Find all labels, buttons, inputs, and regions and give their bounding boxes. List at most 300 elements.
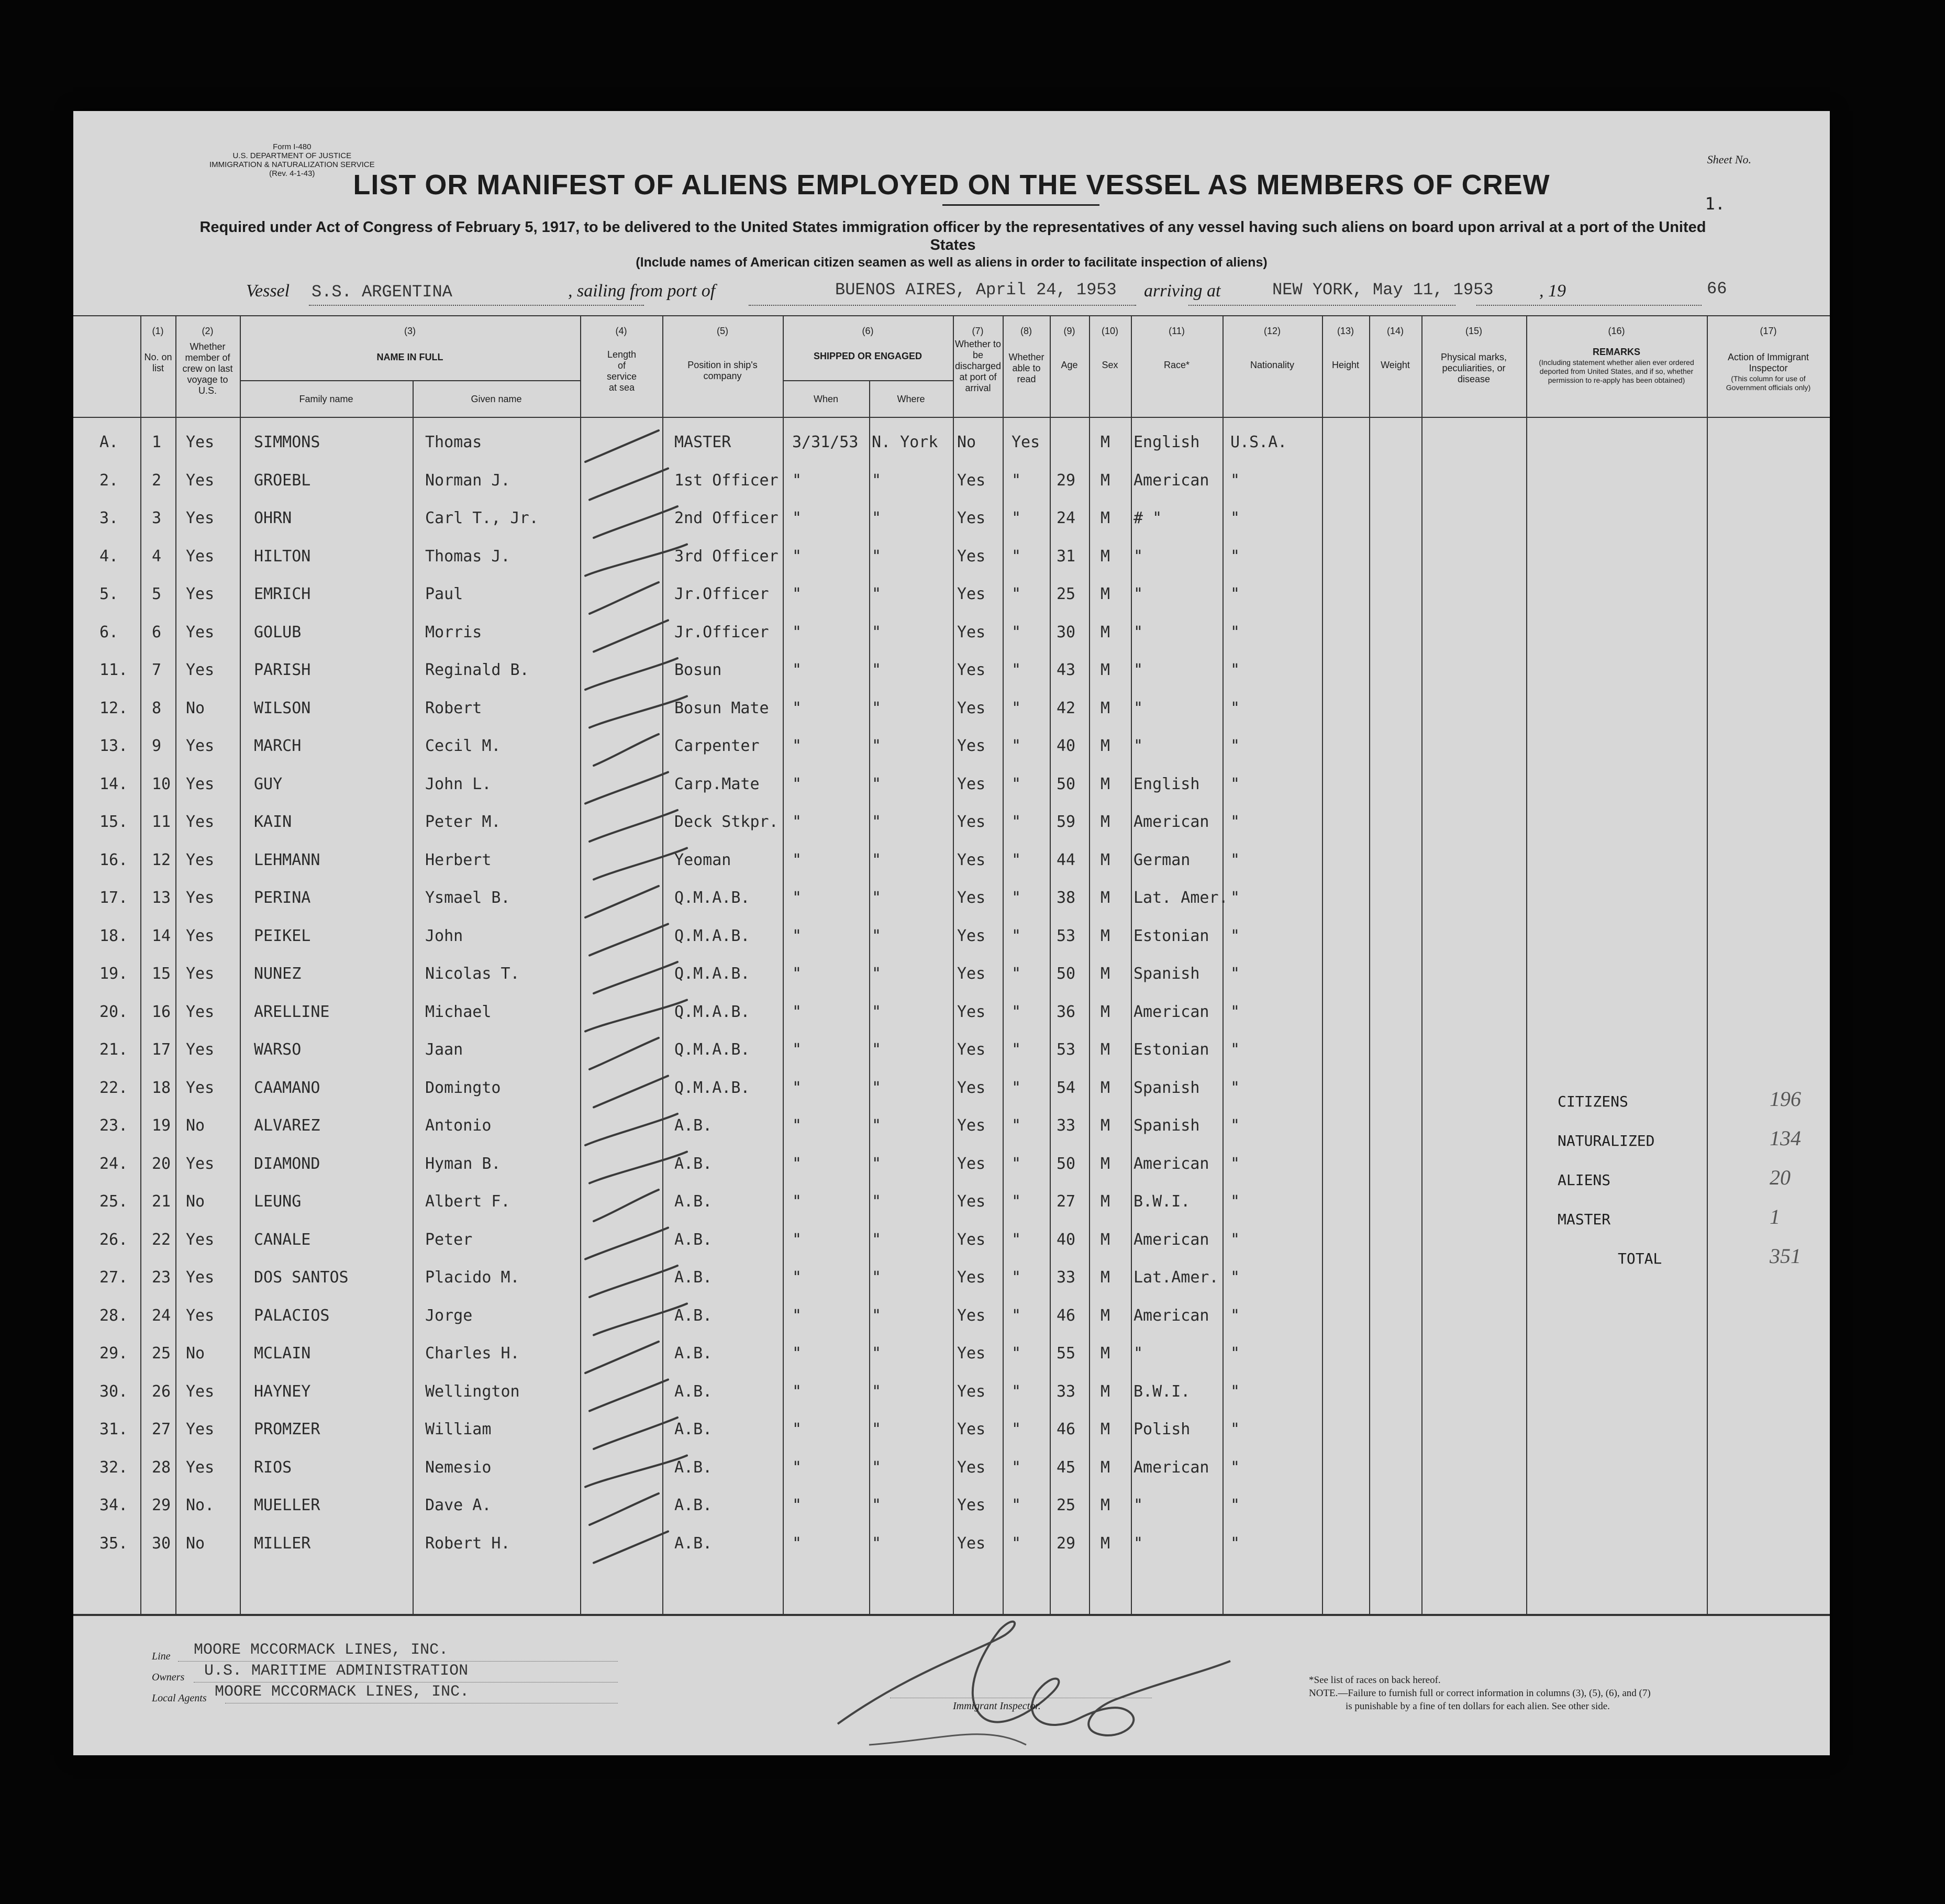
cell-able-to-read: " [1012, 1192, 1021, 1211]
cell-age: 54 [1057, 1078, 1076, 1097]
cell-position: A.B. [674, 1116, 713, 1135]
cell-given-name: Jorge [425, 1306, 473, 1325]
cell-race: B.W.I. [1133, 1192, 1191, 1211]
cell-able-to-read: " [1012, 471, 1021, 490]
cell-shipped-where: " [872, 1306, 882, 1325]
cell-race: B.W.I. [1133, 1382, 1191, 1401]
service-stroke [585, 1342, 659, 1373]
cell-last-voyage: Yes [186, 547, 215, 566]
cell-row-number: 25 [152, 1344, 171, 1363]
col3-number: (3) [404, 326, 416, 336]
col6b-header: Where [897, 394, 925, 404]
cell-row-number: 27 [152, 1420, 171, 1438]
cell-able-to-read: " [1012, 813, 1021, 831]
sheet-label: Sheet No. [1707, 153, 1751, 166]
cell-position: Q.M.A.B. [674, 889, 750, 907]
cell-race: Spanish [1133, 965, 1200, 983]
cell-able-to-read: " [1012, 1344, 1021, 1363]
cell-sex: M [1101, 1458, 1110, 1477]
service-stroke [594, 1304, 687, 1335]
cell-able-to-read: " [1012, 1420, 1021, 1438]
cell-sex: M [1101, 1040, 1110, 1059]
cell-last-voyage: No. [186, 1496, 215, 1514]
cell-age: 40 [1057, 1230, 1076, 1249]
cell-nationality: " [1230, 1040, 1240, 1059]
col5-number: (5) [717, 326, 728, 336]
cell-race: " [1133, 699, 1143, 717]
cell-family-name: DIAMOND [254, 1154, 320, 1173]
cell-able-to-read: Yes [1012, 433, 1040, 451]
cell-shipped-where: " [872, 585, 882, 603]
cell-position: A.B. [674, 1420, 713, 1438]
voyage-line [246, 281, 1764, 305]
cell-given-name: Hyman B. [425, 1154, 501, 1173]
cell-position: Q.M.A.B. [674, 965, 750, 983]
cell-shipped-where: " [872, 965, 882, 983]
service-stroke [594, 621, 668, 652]
cell-age: 44 [1057, 850, 1076, 869]
cell-able-to-read: " [1012, 1382, 1021, 1401]
col12-header: Nationality [1250, 360, 1295, 370]
cell-row-number: 20 [152, 1154, 171, 1173]
cell-sex: M [1101, 509, 1110, 527]
cell-shipped-where: " [872, 926, 882, 945]
cell-last-voyage: Yes [186, 1040, 215, 1059]
cell-given-name: Jaan [425, 1040, 463, 1059]
cell-family-name: MCLAIN [254, 1344, 311, 1363]
cell-shipped-when: " [792, 774, 802, 793]
arriving-label: arriving at [1144, 281, 1221, 301]
cell-shipped-where: N. York [872, 433, 938, 451]
cell-sex: M [1101, 1116, 1110, 1135]
col-divider [140, 315, 141, 1614]
cell-able-to-read: " [1012, 585, 1021, 603]
list-index: 4. [99, 547, 119, 566]
cell-age: 43 [1057, 661, 1076, 679]
col6-header: SHIPPED OR ENGAGED [813, 351, 923, 361]
cell-shipped-when: " [792, 737, 802, 755]
shipped-subheader-rule [783, 380, 953, 381]
cell-given-name: Nemesio [425, 1458, 492, 1477]
cell-position: Carpenter [674, 737, 760, 755]
col16-header: REMARKS [1592, 347, 1640, 357]
cell-row-number: 26 [152, 1382, 171, 1401]
sailing-label: , sailing from port of [568, 281, 716, 301]
year-label: , 19 [1539, 281, 1566, 301]
cell-nationality: " [1230, 471, 1240, 490]
cell-race: German [1133, 850, 1191, 869]
service-stroke [585, 430, 659, 462]
col16-subheader: (Including statement whether alien ever ordered deported from United States, and if so, whether permission to re-apply has been obtained) [1539, 358, 1694, 384]
service-stroke [594, 1190, 659, 1221]
cell-given-name: Dave A. [425, 1496, 492, 1514]
service-name: IMMIGRATION & NATURALIZATION SERVICE [209, 160, 375, 169]
cell-family-name: HILTON [254, 547, 311, 566]
cell-row-number: 1 [152, 433, 162, 451]
cell-race: Spanish [1133, 1116, 1200, 1135]
totals-value: 196 [1770, 1087, 1801, 1111]
cell-shipped-when: " [792, 1230, 802, 1249]
cell-row-number: 4 [152, 547, 162, 566]
cell-discharge: Yes [957, 1458, 986, 1477]
col10-header: Sex [1102, 360, 1118, 370]
cell-row-number: 29 [152, 1496, 171, 1514]
cell-sex: M [1101, 965, 1110, 983]
cell-able-to-read: " [1012, 509, 1021, 527]
vessel-name: S.S. ARGENTINA [312, 282, 452, 302]
cell-discharge: Yes [957, 1534, 986, 1553]
cell-last-voyage: Yes [186, 509, 215, 527]
cell-nationality: " [1230, 547, 1240, 566]
cell-able-to-read: " [1012, 1230, 1021, 1249]
cell-nationality: " [1230, 813, 1240, 831]
list-index: 14. [99, 774, 128, 793]
cell-sex: M [1101, 1268, 1110, 1287]
cell-sex: M [1101, 661, 1110, 679]
col-divider [1222, 315, 1224, 1614]
service-stroke [594, 848, 687, 880]
cell-shipped-when: " [792, 1268, 802, 1287]
cell-age: 29 [1057, 471, 1076, 490]
cell-position: A.B. [674, 1534, 713, 1553]
cell-nationality: " [1230, 889, 1240, 907]
cell-last-voyage: Yes [186, 585, 215, 603]
cell-shipped-when: " [792, 1078, 802, 1097]
col-divider [1526, 315, 1527, 1614]
cell-last-voyage: Yes [186, 661, 215, 679]
list-index: 31. [99, 1420, 128, 1438]
cell-shipped-where: " [872, 1496, 882, 1514]
cell-shipped-where: " [872, 1458, 882, 1477]
cell-nationality: " [1230, 509, 1240, 527]
cell-sex: M [1101, 1534, 1110, 1553]
cell-last-voyage: Yes [186, 433, 215, 451]
cell-able-to-read: " [1012, 1534, 1021, 1553]
agents-name: MOORE MCCORMACK LINES, INC. [215, 1683, 470, 1701]
cell-shipped-where: " [872, 1078, 882, 1097]
cell-last-voyage: Yes [186, 1268, 215, 1287]
cell-race: " [1133, 547, 1143, 566]
col-divider [1089, 315, 1090, 1614]
cell-able-to-read: " [1012, 547, 1021, 566]
cell-shipped-where: " [872, 509, 882, 527]
cell-last-voyage: Yes [186, 623, 215, 641]
cell-shipped-when: " [792, 585, 802, 603]
cell-last-voyage: Yes [186, 850, 215, 869]
cell-shipped-where: " [872, 1040, 882, 1059]
cell-discharge: Yes [957, 1382, 986, 1401]
cell-able-to-read: " [1012, 1154, 1021, 1173]
cell-row-number: 8 [152, 699, 162, 717]
cell-shipped-where: " [872, 737, 882, 755]
races-footnote: *See list of races on back hereof. [1309, 1675, 1441, 1686]
cell-shipped-when: " [792, 471, 802, 490]
cell-family-name: WARSO [254, 1040, 302, 1059]
cell-able-to-read: " [1012, 1078, 1021, 1097]
col-divider [240, 315, 241, 1614]
cell-race: " [1133, 1534, 1143, 1553]
col9-number: (9) [1063, 326, 1075, 336]
cell-family-name: PROMZER [254, 1420, 320, 1438]
cell-last-voyage: No [186, 1116, 205, 1135]
cell-age: 50 [1057, 965, 1076, 983]
cell-position: A.B. [674, 1306, 713, 1325]
cell-family-name: MARCH [254, 737, 302, 755]
service-stroke [590, 696, 687, 728]
cell-given-name: Robert [425, 699, 482, 717]
list-index: 22. [99, 1078, 128, 1097]
cell-nationality: " [1230, 965, 1240, 983]
cell-family-name: ARELLINE [254, 1002, 330, 1021]
cell-shipped-when: " [792, 850, 802, 869]
cell-shipped-where: " [872, 661, 882, 679]
cell-position: Q.M.A.B. [674, 1078, 750, 1097]
cell-race: " [1133, 1344, 1143, 1363]
cell-nationality: " [1230, 1268, 1240, 1287]
port-underline [749, 305, 1136, 306]
cell-family-name: GOLUB [254, 623, 302, 641]
cell-given-name: Peter [425, 1230, 473, 1249]
col15-number: (15) [1465, 326, 1482, 336]
cell-sex: M [1101, 774, 1110, 793]
table-top-rule [73, 315, 1830, 316]
cell-able-to-read: " [1012, 1458, 1021, 1477]
cell-discharge: Yes [957, 1002, 986, 1021]
cell-age: 53 [1057, 926, 1076, 945]
cell-row-number: 7 [152, 661, 162, 679]
service-stroke [590, 1152, 687, 1183]
line-label: Line [152, 1651, 171, 1662]
cell-age: 24 [1057, 509, 1076, 527]
cell-able-to-read: " [1012, 1002, 1021, 1021]
service-stroke [594, 506, 677, 538]
service-stroke [594, 1418, 677, 1449]
cell-sex: M [1101, 889, 1110, 907]
cell-given-name: Morris [425, 623, 482, 641]
cell-race: Spanish [1133, 1078, 1200, 1097]
totals-label: MASTER [1558, 1211, 1611, 1228]
cell-shipped-when: " [792, 1116, 802, 1135]
col9-header: Age [1061, 360, 1078, 370]
cell-position: A.B. [674, 1458, 713, 1477]
name-subheader-rule [240, 380, 580, 381]
cell-able-to-read: " [1012, 1306, 1021, 1325]
service-stroke [585, 772, 668, 804]
cell-nationality: " [1230, 1078, 1240, 1097]
cell-last-voyage: Yes [186, 1458, 215, 1477]
cell-shipped-when: " [792, 1382, 802, 1401]
service-stroke [590, 1493, 659, 1525]
cell-age: 46 [1057, 1420, 1076, 1438]
cell-nationality: " [1230, 1306, 1240, 1325]
document-title: LIST OR MANIFEST OF ALIENS EMPLOYED ON THE VESSEL AS MEMBERS OF CREW [353, 169, 1550, 201]
cell-position: Q.M.A.B. [674, 1002, 750, 1021]
cell-race: American [1133, 1458, 1209, 1477]
cell-nationality: U.S.A. [1230, 433, 1287, 451]
col17-subheader: (This column for use of Government officials only) [1726, 374, 1811, 392]
service-stroke [594, 1076, 668, 1108]
cell-given-name: Carl T., Jr. [425, 509, 539, 527]
col-divider [175, 315, 176, 1614]
cell-able-to-read: " [1012, 699, 1021, 717]
cell-discharge: Yes [957, 699, 986, 717]
cell-sex: M [1101, 433, 1110, 451]
cell-discharge: Yes [957, 1420, 986, 1438]
cell-shipped-where: " [872, 1420, 882, 1438]
col-divider [413, 380, 414, 1614]
col-divider [1322, 315, 1323, 1614]
cell-family-name: MUELLER [254, 1496, 320, 1514]
cell-shipped-when: 3/31/53 [792, 433, 859, 451]
cell-given-name: Nicolas T. [425, 965, 520, 983]
service-stroke [590, 1380, 668, 1411]
cell-age: 45 [1057, 1458, 1076, 1477]
cell-row-number: 21 [152, 1192, 171, 1211]
col15-header: Physical marks, peculiarities, or disease [1440, 352, 1507, 384]
cell-race: " [1133, 1496, 1143, 1514]
cell-given-name: Michael [425, 1002, 492, 1021]
cell-discharge: Yes [957, 850, 986, 869]
col-divider [869, 380, 870, 1614]
cell-nationality: " [1230, 661, 1240, 679]
cell-nationality: " [1230, 1192, 1240, 1211]
department-name: U.S. DEPARTMENT OF JUSTICE [232, 151, 352, 160]
cell-race: English [1133, 774, 1200, 793]
cell-position: Yeoman [674, 850, 731, 869]
cell-shipped-when: " [792, 965, 802, 983]
cell-shipped-where: " [872, 1230, 882, 1249]
cell-position: A.B. [674, 1268, 713, 1287]
cell-race: American [1133, 1306, 1209, 1325]
col1-header: No. on list [144, 352, 172, 373]
cell-age: 25 [1057, 1496, 1076, 1514]
cell-row-number: 28 [152, 1458, 171, 1477]
penalty-note: NOTE.—Failure to furnish full or correct information in columns (3), (5), (6), and (7) [1309, 1688, 1651, 1699]
cell-discharge: Yes [957, 1192, 986, 1211]
cell-nationality: " [1230, 1116, 1240, 1135]
cell-sex: M [1101, 1078, 1110, 1097]
cell-age: 33 [1057, 1382, 1076, 1401]
service-stroke [590, 1266, 677, 1297]
cell-shipped-where: " [872, 471, 882, 490]
service-stroke [585, 1228, 668, 1259]
cell-sex: M [1101, 623, 1110, 641]
cell-last-voyage: Yes [186, 813, 215, 831]
cell-shipped-where: " [872, 1534, 882, 1553]
vessel-underline [309, 305, 644, 306]
document-note: (Include names of American citizen seamen as well as aliens in order to facilitate inspection of aliens) [636, 255, 1268, 270]
cell-last-voyage: Yes [186, 471, 215, 490]
cell-position: A.B. [674, 1192, 713, 1211]
cell-shipped-when: " [792, 1458, 802, 1477]
cell-discharge: Yes [957, 813, 986, 831]
cell-discharge: Yes [957, 661, 986, 679]
col3b-header: Given name [471, 394, 522, 404]
cell-sex: M [1101, 1496, 1110, 1514]
cell-position: A.B. [674, 1230, 713, 1249]
cell-nationality: " [1230, 774, 1240, 793]
cell-family-name: GROEBL [254, 471, 311, 490]
list-index: 18. [99, 926, 128, 945]
cell-age: 42 [1057, 699, 1076, 717]
cell-shipped-when: " [792, 1534, 802, 1553]
cell-last-voyage: Yes [186, 926, 215, 945]
totals-label: NATURALIZED [1558, 1132, 1655, 1149]
cell-able-to-read: " [1012, 926, 1021, 945]
cell-family-name: EMRICH [254, 585, 311, 603]
service-stroke [594, 962, 677, 993]
cell-family-name: ALVAREZ [254, 1116, 320, 1135]
cell-able-to-read: " [1012, 1496, 1021, 1514]
cell-age: 50 [1057, 1154, 1076, 1173]
col-divider [1131, 315, 1132, 1614]
cell-sex: M [1101, 926, 1110, 945]
list-index: 19. [99, 965, 128, 983]
cell-race: Estonian [1133, 926, 1209, 945]
cell-shipped-where: " [872, 1154, 882, 1173]
cell-family-name: GUY [254, 774, 283, 793]
totals-label: ALIENS [1558, 1171, 1611, 1189]
col5-header: Position in ship's company [687, 360, 758, 381]
cell-row-number: 12 [152, 850, 171, 869]
cell-sex: M [1101, 1306, 1110, 1325]
cell-row-number: 30 [152, 1534, 171, 1553]
line-name: MOORE MCCORMACK LINES, INC. [194, 1641, 449, 1659]
cell-sex: M [1101, 1154, 1110, 1173]
cell-shipped-when: " [792, 1344, 802, 1363]
cell-nationality: " [1230, 699, 1240, 717]
cell-family-name: LEUNG [254, 1192, 302, 1211]
cell-family-name: CANALE [254, 1230, 311, 1249]
totals-value: 1 [1770, 1205, 1780, 1228]
list-index: A. [99, 433, 119, 451]
manifest-sheet [73, 111, 1830, 1755]
list-index: 21. [99, 1040, 128, 1059]
cell-able-to-read: " [1012, 1268, 1021, 1287]
col12-number: (12) [1263, 326, 1281, 336]
cell-able-to-read: " [1012, 965, 1021, 983]
cell-last-voyage: Yes [186, 1002, 215, 1021]
cell-last-voyage: Yes [186, 965, 215, 983]
list-index: 20. [99, 1002, 128, 1021]
cell-nationality: " [1230, 1420, 1240, 1438]
cell-nationality: " [1230, 926, 1240, 945]
page-mark: 66 [1707, 279, 1727, 298]
cell-able-to-read: " [1012, 889, 1021, 907]
cell-age: 29 [1057, 1534, 1076, 1553]
cell-race: Lat. Amer. [1133, 889, 1228, 907]
cell-family-name: LEHMANN [254, 850, 320, 869]
cell-discharge: Yes [957, 965, 986, 983]
cell-race: " [1133, 623, 1143, 641]
col13-header: Height [1331, 360, 1360, 370]
cell-sex: M [1101, 471, 1110, 490]
vessel-label: Vessel [246, 281, 290, 301]
cell-position: A.B. [674, 1382, 713, 1401]
owners-name: U.S. MARITIME ADMINISTRATION [204, 1662, 469, 1680]
cell-nationality: " [1230, 1344, 1240, 1363]
cell-row-number: 16 [152, 1002, 171, 1021]
cell-discharge: Yes [957, 1154, 986, 1173]
list-index: 30. [99, 1382, 128, 1401]
cell-given-name: Domingto [425, 1078, 501, 1097]
cell-given-name: Albert F. [425, 1192, 510, 1211]
cell-family-name: PARISH [254, 661, 311, 679]
cell-given-name: William [425, 1420, 492, 1438]
service-tally-strokes [580, 417, 800, 1614]
service-stroke [590, 469, 668, 500]
cell-row-number: 17 [152, 1040, 171, 1059]
